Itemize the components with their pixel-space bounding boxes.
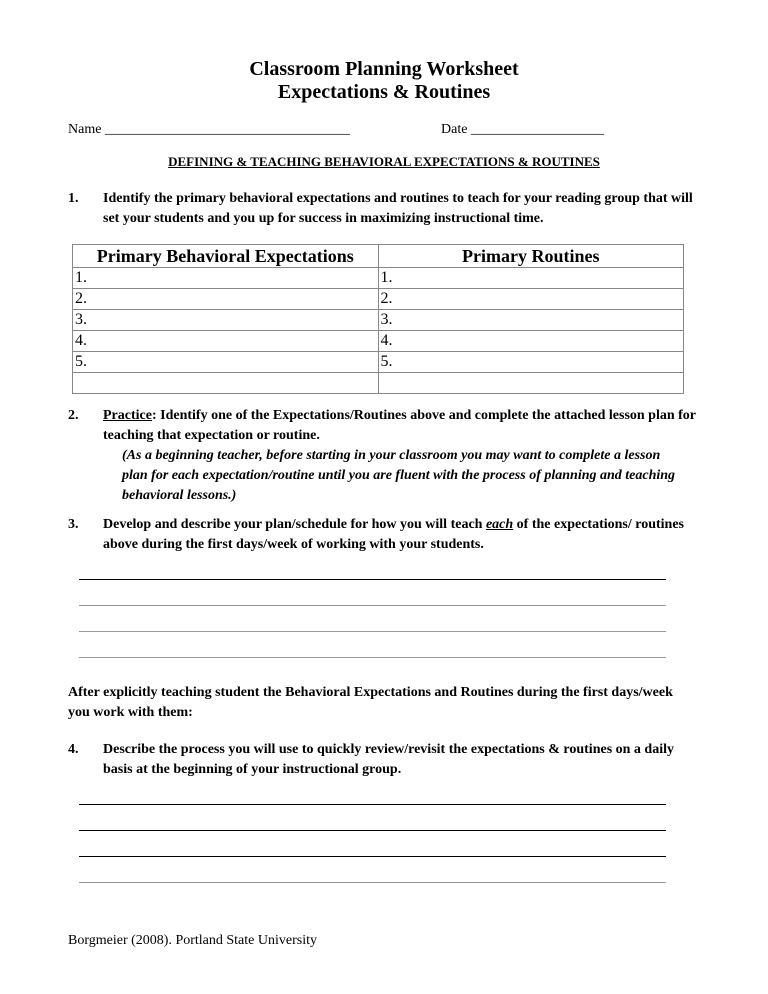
expectation-cell[interactable]: 4. bbox=[73, 331, 379, 352]
header-routines: Primary Routines bbox=[378, 245, 684, 268]
expectation-cell[interactable]: 2. bbox=[73, 289, 379, 310]
routine-cell[interactable]: 5. bbox=[378, 352, 684, 373]
answer-line[interactable] bbox=[79, 579, 666, 580]
q3-text-a: Develop and describe your plan/schedule for how you will teach bbox=[103, 517, 486, 532]
routine-cell[interactable] bbox=[378, 373, 684, 394]
q2-label: Practice bbox=[103, 408, 152, 423]
answer-line[interactable] bbox=[79, 882, 666, 883]
answer-line[interactable] bbox=[79, 605, 666, 606]
q2-body: : Identify one of the Expectations/Routines above and complete the attached lesson plan for teaching that expectation or routine. bbox=[103, 408, 696, 443]
q4-number: 4. bbox=[68, 742, 79, 757]
page-subtitle: Expectations & Routines bbox=[277, 81, 491, 103]
answer-line[interactable] bbox=[79, 856, 666, 857]
q2-text bbox=[103, 406, 703, 446]
expectation-cell[interactable]: 1. bbox=[73, 268, 379, 289]
expectation-cell[interactable] bbox=[73, 373, 379, 394]
q3-text-b: of the expectations/ routines above during the first days/week of working with your students. bbox=[103, 517, 685, 552]
routine-cell[interactable]: 1. bbox=[378, 268, 684, 289]
q3-number: 3. bbox=[68, 517, 79, 532]
header-expectations: Primary Behavioral Expectations bbox=[73, 245, 379, 268]
q1-number: 1. bbox=[68, 191, 79, 206]
date-field[interactable]: Date ___________________ bbox=[441, 122, 604, 137]
answer-line[interactable] bbox=[79, 804, 666, 805]
name-field[interactable]: Name ___________________________________ bbox=[68, 122, 350, 137]
q1-text: Identify the primary behavioral expectations and routines to teach for your reading group that will set your students and you up for success in maximizing instructional time. bbox=[103, 191, 693, 226]
page-title: Classroom Planning Worksheet bbox=[249, 58, 519, 80]
q3-text bbox=[103, 515, 703, 555]
after-teaching-text: After explicitly teaching student the Behavioral Expectations and Routines during the first days/week you work with them: bbox=[68, 685, 673, 720]
answer-line[interactable] bbox=[79, 631, 666, 632]
q4-text: Describe the process you will use to quickly review/revisit the expectations & routines on a daily basis at the beginning of your instructional group. bbox=[103, 742, 674, 777]
q2-number: 2. bbox=[68, 408, 79, 423]
section-heading: DEFINING & TEACHING BEHAVIORAL EXPECTATIONS & ROUTINES bbox=[168, 154, 600, 169]
expectation-cell[interactable]: 3. bbox=[73, 310, 379, 331]
routine-cell[interactable]: 2. bbox=[378, 289, 684, 310]
routine-cell[interactable]: 4. bbox=[378, 331, 684, 352]
answer-line[interactable] bbox=[79, 830, 666, 831]
footer-citation: Borgmeier (2008). Portland State University bbox=[68, 933, 317, 948]
answer-line[interactable] bbox=[79, 657, 666, 658]
expectations-routines-table bbox=[72, 244, 684, 394]
routine-cell[interactable]: 3. bbox=[378, 310, 684, 331]
q2-note: (As a beginning teacher, before starting in your classroom you may want to complete a lesson plan for each expectation/routine until you are fluent with the process of planning and teaching behavioral lessons.) bbox=[122, 448, 676, 503]
q3-emphasis: each bbox=[485, 517, 514, 532]
expectation-cell[interactable]: 5. bbox=[73, 352, 379, 373]
